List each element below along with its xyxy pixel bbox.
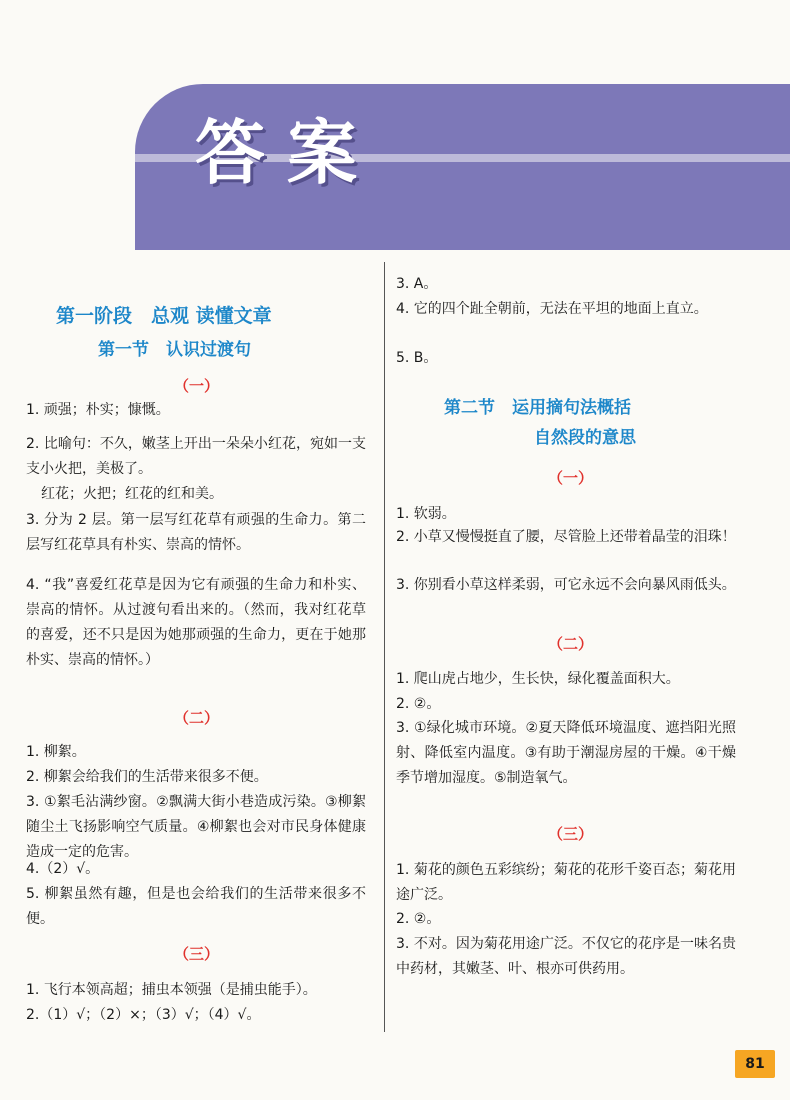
part-label-1: （一） — [548, 469, 594, 487]
list-item: 4. 它的四个趾全朝前，无法在平坦的地面上直立。 — [396, 301, 708, 317]
part-label-2: （二） — [548, 635, 594, 653]
list-item: 2. 小草又慢慢挺直了腰，尽管脸上还带着晶莹的泪珠！ — [396, 529, 736, 545]
list-item: 1. 顽强；朴实；慷慨。 — [26, 402, 170, 418]
list-item: 红花；火把；红花的红和美。 — [41, 486, 223, 502]
list-item: 5. B。 — [396, 350, 438, 366]
list-item: 3. ①絮毛沾满纱窗。②飘满大街小巷造成污染。③柳絮随尘土飞扬影响空气质量。④柳絮也会对市民身体健康造成一定的危害。 — [26, 794, 366, 860]
list-item: 3. A。 — [396, 276, 438, 292]
part-label-3: （三） — [174, 945, 220, 963]
page-title: 答案 — [195, 112, 379, 194]
list-item: 5. 柳絮虽然有趣，但是也会给我们的生活带来很多不便。 — [26, 886, 366, 927]
column-divider — [384, 262, 385, 1032]
section-title: 第二节 运用摘句法概括 — [444, 398, 631, 418]
part-label-1: （一） — [174, 377, 220, 395]
list-item: 3. 分为 2 层。第一层写红花草有顽强的生命力。第二层写红花草具有朴实、崇高的情怀。 — [26, 512, 366, 553]
list-item: 3. 不对。因为菊花用途广泛。不仅它的花序是一味名贵中药材，其嫩茎、叶、根亦可供药用。 — [396, 936, 736, 977]
list-item: 3. 你别看小草这样柔弱，可它永远不会向暴风雨低头。 — [396, 577, 736, 593]
list-item: 2. ②。 — [396, 696, 441, 712]
part-label-3: （三） — [548, 825, 594, 843]
list-item: 2. 比喻句：不久，嫩茎上开出一朵朵小红花，宛如一支支小火把，美极了。 — [26, 436, 366, 477]
part-label-2: （二） — [174, 709, 220, 727]
list-item: 2.（1）√；（2）×；（3）√；（4）√。 — [26, 1007, 261, 1023]
list-item: 4.（2）√。 — [26, 861, 100, 877]
list-item: 1. 飞行本领高超；捕虫本领强（是捕虫能手）。 — [26, 982, 317, 998]
list-item: 1. 柳絮。 — [26, 744, 86, 760]
list-item: 1. 软弱。 — [396, 506, 456, 522]
list-item: 2. ②。 — [396, 911, 441, 927]
list-item: 4. “我”喜爱红花草是因为它有顽强的生命力和朴实、崇高的情怀。从过渡句看出来的。（然而，我对红花草的喜爱，还不只是因为她那顽强的生命力，更在于她那朴实、崇高的情怀。） — [26, 577, 366, 668]
section-title-line2: 自然段的意思 — [534, 428, 636, 448]
list-item: 3. ①绿化城市环境。②夏天降低环境温度、遮挡阳光照射、降低室内温度。③有助于潮湿房屋的干燥。④干燥季节增加湿度。⑤制造氧气。 — [396, 720, 736, 786]
list-item: 2. 柳絮会给我们的生活带来很多不便。 — [26, 769, 268, 785]
stage-title: 第一阶段 总观 读懂文章 — [56, 305, 272, 327]
page-number: 81 — [735, 1050, 775, 1078]
section-title: 第一节 认识过渡句 — [98, 340, 251, 360]
list-item: 1. 菊花的颜色五彩缤纷；菊花的花形千姿百态；菊花用途广泛。 — [396, 862, 736, 903]
list-item: 1. 爬山虎占地少，生长快，绿化覆盖面积大。 — [396, 671, 680, 687]
